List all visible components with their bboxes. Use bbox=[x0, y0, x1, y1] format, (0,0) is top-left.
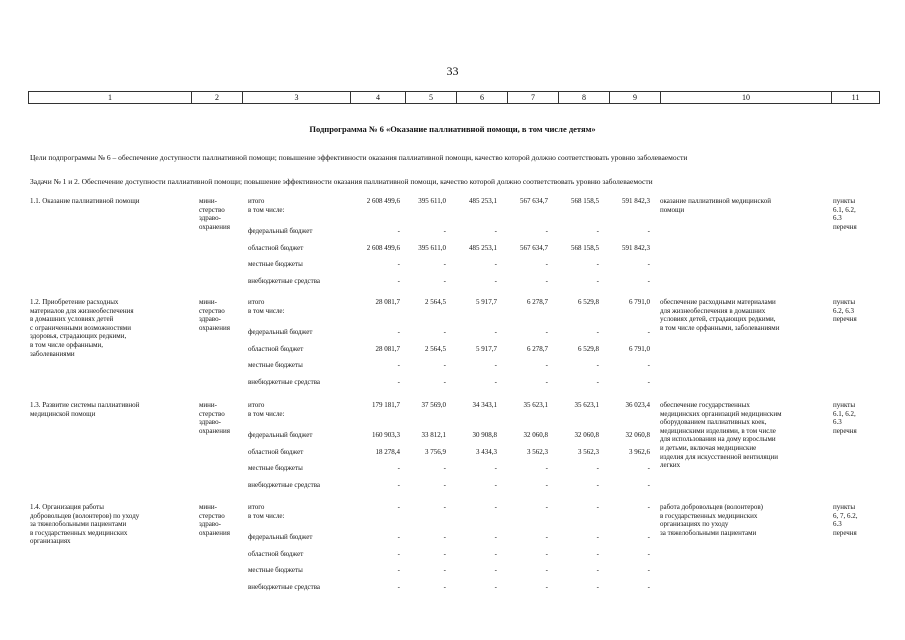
funding-value: - bbox=[397, 464, 400, 472]
measure-name-line: 1.2. Приобретение расходных bbox=[30, 298, 119, 306]
funding-row bbox=[0, 431, 905, 440]
funding-value: 160 903,3 bbox=[372, 431, 400, 439]
expected-result-line: обеспечение государственных bbox=[660, 401, 750, 409]
funding-source bbox=[248, 448, 348, 457]
funding-value: - bbox=[545, 277, 548, 285]
funding-source-line: внебюджетные средства bbox=[248, 583, 321, 591]
col-number: 10 bbox=[661, 92, 832, 104]
funding-source-line: в том числе: bbox=[248, 306, 285, 315]
list-items-line: 6, 7, 6.2, bbox=[833, 511, 858, 520]
funding-value: - bbox=[443, 550, 446, 558]
funding-value: 2 608 499,6 bbox=[366, 197, 400, 205]
funding-value: - bbox=[596, 583, 599, 591]
funding-source bbox=[248, 464, 348, 473]
list-items-line: перечня bbox=[833, 426, 857, 435]
measure-name-line: материалов для жизнеобеспечения bbox=[30, 306, 134, 315]
funding-value: - bbox=[494, 583, 497, 591]
funding-source-line: федеральный бюджет bbox=[248, 328, 313, 336]
funding-value: - bbox=[494, 550, 497, 558]
funding-source bbox=[248, 361, 348, 370]
funding-source bbox=[248, 378, 348, 387]
subprogram-title: Подпрограмма № 6 «Оказание паллиативной помощи, в том числе детям» bbox=[309, 124, 596, 134]
funding-row bbox=[0, 481, 905, 490]
funding-value: - bbox=[596, 533, 599, 541]
funding-value: 179 181,7 bbox=[372, 401, 400, 409]
funding-value: - bbox=[647, 503, 650, 511]
funding-source-line: областной бюджет bbox=[248, 448, 304, 456]
executor-line: мини- bbox=[199, 298, 217, 306]
funding-value: 2 564,5 bbox=[425, 298, 446, 306]
funding-value: - bbox=[647, 533, 650, 541]
funding-value: - bbox=[494, 361, 497, 369]
list-items-line: перечня bbox=[833, 315, 857, 324]
funding-value: - bbox=[397, 503, 400, 511]
measure-name-line: 1.4. Организация работы bbox=[30, 503, 104, 511]
measure-name-line: добровольцев (волонтеров) по уходу bbox=[30, 511, 140, 520]
list-items-line: 6.1, 6.2, bbox=[833, 409, 856, 418]
funding-value: 6 278,7 bbox=[527, 298, 548, 306]
funding-value: - bbox=[443, 260, 446, 268]
funding-row bbox=[0, 378, 905, 387]
funding-value: 32 060,8 bbox=[625, 431, 650, 439]
funding-value: - bbox=[443, 361, 446, 369]
funding-source bbox=[248, 431, 348, 440]
funding-value: - bbox=[545, 464, 548, 472]
funding-source-line: федеральный бюджет bbox=[248, 533, 313, 541]
col-number: 8 bbox=[559, 92, 610, 104]
funding-source bbox=[248, 197, 348, 214]
measure-name-line: здоровья, страдающих редкими, bbox=[30, 332, 127, 341]
funding-value: - bbox=[596, 361, 599, 369]
funding-value: - bbox=[596, 481, 599, 489]
funding-value: 3 562,3 bbox=[527, 448, 548, 456]
expected-result-line: обеспечение расходными материалами bbox=[660, 298, 776, 306]
funding-value: 18 278,4 bbox=[375, 448, 400, 456]
expected-result-line: медицинских организаций медицинским bbox=[660, 409, 782, 418]
funding-source bbox=[248, 401, 348, 418]
funding-value: - bbox=[647, 361, 650, 369]
funding-source-line: федеральный бюджет bbox=[248, 431, 313, 439]
funding-value: - bbox=[596, 328, 599, 336]
funding-value: - bbox=[397, 277, 400, 285]
funding-value: 2 564,5 bbox=[425, 345, 446, 353]
funding-value: 30 908,8 bbox=[472, 431, 497, 439]
funding-value: - bbox=[397, 481, 400, 489]
funding-value: - bbox=[545, 328, 548, 336]
tasks-text: Задачи № 1 и 2. Обеспечение доступности паллиативной помощи; повышение эффективности оказания паллиативной помощи, качество которой должно соответствовать уровню заболеваемости bbox=[30, 177, 653, 186]
col-number: 1 bbox=[29, 92, 192, 104]
executor-line: охранения bbox=[199, 222, 230, 231]
expected-result-line: оборудованием паллиативных коек, bbox=[660, 418, 767, 427]
funding-value: - bbox=[494, 464, 497, 472]
funding-source-line: местные бюджеты bbox=[248, 361, 303, 369]
funding-row bbox=[0, 244, 905, 253]
executor-line: стерство bbox=[199, 409, 225, 418]
funding-value: - bbox=[397, 566, 400, 574]
funding-value: 5 917,7 bbox=[476, 345, 497, 353]
funding-value: - bbox=[545, 378, 548, 386]
funding-value: - bbox=[647, 328, 650, 336]
funding-source-line: внебюджетные средства bbox=[248, 378, 321, 386]
expected-result-line: в том числе орфанными, заболеваниями bbox=[660, 323, 780, 332]
funding-value: - bbox=[494, 260, 497, 268]
funding-value: 3 962,6 bbox=[629, 448, 650, 456]
funding-value: 33 812,1 bbox=[421, 431, 446, 439]
funding-value: 567 634,7 bbox=[520, 244, 548, 252]
funding-source-line: областной бюджет bbox=[248, 244, 304, 252]
measure-name-line: с ограниченными возможностями bbox=[30, 323, 131, 332]
expected-result-line: условиях детей, страдающих редкими, bbox=[660, 315, 776, 324]
funding-row bbox=[0, 583, 905, 592]
funding-value: 32 060,8 bbox=[523, 431, 548, 439]
funding-value: - bbox=[443, 277, 446, 285]
funding-value: - bbox=[397, 227, 400, 235]
funding-source bbox=[248, 277, 348, 286]
funding-value: 485 253,1 bbox=[469, 244, 497, 252]
executor-line: стерство bbox=[199, 511, 225, 520]
funding-value: - bbox=[596, 503, 599, 511]
funding-row bbox=[0, 277, 905, 286]
funding-value: 36 023,4 bbox=[625, 401, 650, 409]
funding-value: - bbox=[545, 566, 548, 574]
funding-value: - bbox=[647, 566, 650, 574]
funding-value: - bbox=[494, 566, 497, 574]
funding-source-line: местные бюджеты bbox=[248, 566, 303, 574]
funding-value: - bbox=[647, 378, 650, 386]
funding-row bbox=[0, 345, 905, 354]
page-number: 33 bbox=[446, 64, 459, 78]
funding-row bbox=[0, 550, 905, 559]
executor-line: мини- bbox=[199, 401, 217, 409]
funding-value: - bbox=[596, 464, 599, 472]
expected-result-line: легких bbox=[660, 461, 681, 470]
funding-source bbox=[248, 481, 348, 490]
expected-result-line: изделия для искусственной вентиляции bbox=[660, 452, 778, 461]
funding-source bbox=[248, 227, 348, 236]
expected-result-line: для жизнеобеспечения в домашних bbox=[660, 306, 766, 315]
funding-value: 395 611,0 bbox=[418, 244, 446, 252]
funding-source bbox=[248, 533, 348, 542]
funding-row bbox=[0, 227, 905, 236]
measure-name-line: организациях bbox=[30, 537, 71, 546]
funding-value: 568 158,5 bbox=[571, 197, 599, 205]
funding-value: - bbox=[596, 260, 599, 268]
funding-value: - bbox=[443, 378, 446, 386]
funding-row bbox=[0, 361, 905, 370]
funding-value: 34 343,1 bbox=[472, 401, 497, 409]
funding-value: 591 842,3 bbox=[622, 244, 650, 252]
executor-line: здраво- bbox=[199, 214, 221, 223]
executor-line: охранения bbox=[199, 323, 230, 332]
expected-result-line: работа добровольцев (волонтеров) bbox=[660, 503, 763, 511]
col-number: 7 bbox=[508, 92, 559, 104]
funding-value: 5 917,7 bbox=[476, 298, 497, 306]
funding-source-line: федеральный бюджет bbox=[248, 227, 313, 235]
measure-name-line: в том числе орфанными, bbox=[30, 340, 104, 349]
expected-result-line: оказание паллиативной медицинской bbox=[660, 197, 771, 205]
col-number: 3 bbox=[243, 92, 351, 104]
funding-value: - bbox=[596, 566, 599, 574]
funding-value: - bbox=[443, 503, 446, 511]
measure-name-line: за тяжелобольными пациентами bbox=[30, 520, 127, 529]
funding-source bbox=[248, 550, 348, 559]
measure-name-line: медицинской помощи bbox=[30, 409, 96, 418]
funding-value: 28 081,7 bbox=[375, 298, 400, 306]
funding-value: - bbox=[647, 464, 650, 472]
funding-row bbox=[0, 448, 905, 457]
funding-source bbox=[248, 328, 348, 337]
funding-source-line: итого bbox=[248, 197, 265, 205]
funding-value: - bbox=[397, 361, 400, 369]
funding-value: 37 569,0 bbox=[421, 401, 446, 409]
funding-value: - bbox=[647, 260, 650, 268]
measure-name-line: заболеваниями bbox=[30, 349, 75, 358]
funding-source bbox=[248, 260, 348, 269]
funding-source-line: местные бюджеты bbox=[248, 464, 303, 472]
funding-value: - bbox=[443, 227, 446, 235]
funding-value: 591 842,3 bbox=[622, 197, 650, 205]
funding-source-line: итого bbox=[248, 298, 265, 306]
funding-value: - bbox=[647, 227, 650, 235]
funding-value: 3 562,3 bbox=[578, 448, 599, 456]
executor-line: мини- bbox=[199, 503, 217, 511]
funding-value: - bbox=[545, 583, 548, 591]
funding-value: 6 791,0 bbox=[629, 345, 650, 353]
list-items-line: 6.3 bbox=[833, 418, 842, 427]
funding-value: - bbox=[397, 328, 400, 336]
funding-value: 6 278,7 bbox=[527, 345, 548, 353]
funding-source-line: внебюджетные средства bbox=[248, 277, 321, 285]
funding-row bbox=[0, 328, 905, 337]
col-number: 5 bbox=[406, 92, 457, 104]
funding-value: - bbox=[397, 583, 400, 591]
col-number: 6 bbox=[457, 92, 508, 104]
funding-value: - bbox=[494, 328, 497, 336]
funding-source-line: итого bbox=[248, 503, 265, 511]
funding-value: - bbox=[545, 481, 548, 489]
executor-line: охранения bbox=[199, 528, 230, 537]
funding-value: 2 608 499,6 bbox=[366, 244, 400, 252]
funding-row bbox=[0, 533, 905, 542]
funding-value: - bbox=[545, 550, 548, 558]
funding-source bbox=[248, 566, 348, 575]
executor-line: здраво- bbox=[199, 315, 221, 324]
funding-value: 28 081,7 bbox=[375, 345, 400, 353]
funding-row bbox=[0, 566, 905, 575]
expected-result-line: помощи bbox=[660, 205, 685, 214]
expected-result-line: и детьми, включая медицинские bbox=[660, 443, 757, 452]
measure-name-line: 1.3. Развитие системы паллиативной bbox=[30, 401, 140, 409]
funding-value: - bbox=[443, 566, 446, 574]
funding-source-line: итого bbox=[248, 401, 265, 409]
funding-value: - bbox=[494, 378, 497, 386]
funding-value: - bbox=[443, 464, 446, 472]
funding-value: 6 529,8 bbox=[578, 345, 599, 353]
funding-value: - bbox=[545, 260, 548, 268]
list-items-line: 6.1, 6.2, bbox=[833, 205, 856, 214]
funding-value: - bbox=[596, 277, 599, 285]
funding-source bbox=[248, 583, 348, 592]
funding-value: - bbox=[596, 550, 599, 558]
funding-value: - bbox=[647, 550, 650, 558]
funding-source-line: в том числе: bbox=[248, 409, 285, 418]
expected-result-line: медицинскими изделиями, в том числе bbox=[660, 426, 776, 435]
measure-name-line: 1.1. Оказание паллиативной помощи bbox=[30, 197, 140, 205]
funding-value: 6 529,8 bbox=[578, 298, 599, 306]
funding-value: - bbox=[545, 503, 548, 511]
funding-source-line: областной бюджет bbox=[248, 550, 304, 558]
funding-value: - bbox=[647, 481, 650, 489]
funding-row bbox=[0, 464, 905, 473]
funding-value: - bbox=[494, 277, 497, 285]
executor-line: мини- bbox=[199, 197, 217, 205]
funding-value: 568 158,5 bbox=[571, 244, 599, 252]
list-items-line: пункты bbox=[833, 503, 856, 511]
col-number: 2 bbox=[192, 92, 243, 104]
col-number: 11 bbox=[832, 92, 880, 104]
funding-source bbox=[248, 345, 348, 354]
funding-value: - bbox=[596, 227, 599, 235]
funding-source-line: в том числе: bbox=[248, 511, 285, 520]
funding-value: 3 756,9 bbox=[425, 448, 446, 456]
funding-value: 35 623,1 bbox=[574, 401, 599, 409]
funding-source-line: областной бюджет bbox=[248, 345, 304, 353]
list-items-line: 6.3 bbox=[833, 214, 842, 223]
funding-value: - bbox=[443, 328, 446, 336]
executor-line: здраво- bbox=[199, 418, 221, 427]
funding-value: - bbox=[397, 533, 400, 541]
col-number: 9 bbox=[610, 92, 661, 104]
funding-value: 32 060,8 bbox=[574, 431, 599, 439]
funding-source bbox=[248, 244, 348, 253]
funding-value: - bbox=[443, 481, 446, 489]
funding-value: - bbox=[494, 533, 497, 541]
funding-source bbox=[248, 503, 348, 520]
header-row bbox=[29, 92, 880, 104]
list-items-line: 6.3 bbox=[833, 520, 842, 529]
expected-result-line: организациях по уходу bbox=[660, 520, 729, 529]
executor-line: стерство bbox=[199, 205, 225, 214]
funding-value: - bbox=[545, 227, 548, 235]
funding-value: - bbox=[596, 378, 599, 386]
list-items-line: 6.2, 6.3 bbox=[833, 306, 854, 315]
funding-value: - bbox=[494, 503, 497, 511]
funding-source-line: внебюджетные средства bbox=[248, 481, 321, 489]
funding-value: - bbox=[647, 277, 650, 285]
funding-value: 485 253,1 bbox=[469, 197, 497, 205]
funding-value: - bbox=[494, 481, 497, 489]
funding-value: - bbox=[443, 533, 446, 541]
list-items-line: пункты bbox=[833, 401, 856, 409]
funding-source-line: местные бюджеты bbox=[248, 260, 303, 268]
funding-value: - bbox=[647, 583, 650, 591]
funding-value: - bbox=[545, 533, 548, 541]
funding-value: 395 611,0 bbox=[418, 197, 446, 205]
funding-value: 3 434,3 bbox=[476, 448, 497, 456]
expected-result-line: за тяжелобольными пациентами bbox=[660, 528, 757, 537]
column-number-header bbox=[28, 91, 880, 104]
funding-value: - bbox=[545, 361, 548, 369]
funding-value: - bbox=[494, 227, 497, 235]
goals-text: Цели подпрограммы № 6 – обеспечение доступности паллиативной помощи; повышение эффективности оказания паллиативной помощи, качество которой должно соответствовать уровню заболеваемости bbox=[30, 153, 688, 162]
funding-value: 35 623,1 bbox=[523, 401, 548, 409]
list-items-line: пункты bbox=[833, 197, 856, 205]
list-items-line: пункты bbox=[833, 298, 856, 306]
executor-line: здраво- bbox=[199, 520, 221, 529]
executor-line: стерство bbox=[199, 306, 225, 315]
funding-row bbox=[0, 260, 905, 269]
list-items-line: перечня bbox=[833, 528, 857, 537]
col-number: 4 bbox=[351, 92, 406, 104]
funding-value: - bbox=[397, 378, 400, 386]
expected-result-line: в государственных медицинских bbox=[660, 511, 758, 520]
measure-name-line: в государственных медицинских bbox=[30, 528, 128, 537]
list-items-line: перечня bbox=[833, 222, 857, 231]
funding-value: 567 634,7 bbox=[520, 197, 548, 205]
executor-line: охранения bbox=[199, 426, 230, 435]
funding-value: 6 791,0 bbox=[629, 298, 650, 306]
funding-value: - bbox=[397, 260, 400, 268]
expected-result-line: для использования на дому взрослыми bbox=[660, 435, 776, 444]
funding-source-line: в том числе: bbox=[248, 205, 285, 214]
measure-name-line: в домашних условиях детей bbox=[30, 315, 114, 324]
funding-value: - bbox=[397, 550, 400, 558]
funding-source bbox=[248, 298, 348, 315]
funding-value: - bbox=[443, 583, 446, 591]
